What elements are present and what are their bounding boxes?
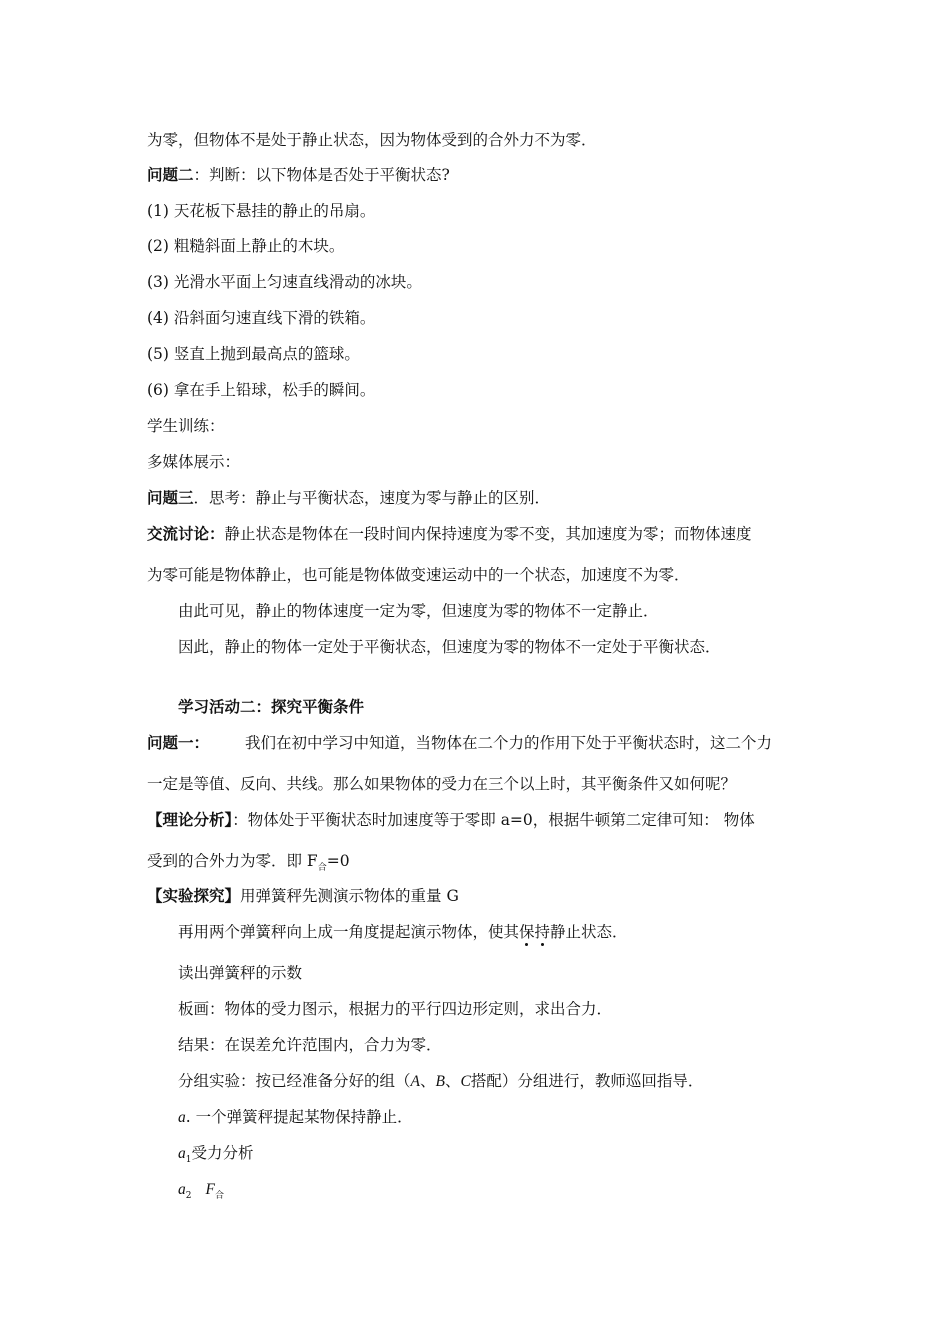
question-two: [147, 165, 450, 185]
text: 搭配）分组进行，教师巡回指导．: [470, 1072, 704, 1090]
subscript: 合: [317, 863, 327, 873]
question-label: 问题二: [147, 165, 194, 184]
text: 再用两个弹簧秤向上成一角度提起演示物体，使其: [178, 923, 520, 941]
list-item: (3) 光滑水平面上匀速直线滑动的冰块。: [147, 273, 422, 291]
subscript: 合: [214, 1191, 224, 1201]
question-text: ：判断：以下物体是否处于平衡状态?: [193, 166, 450, 184]
experiment-step: 读出弹簧秤的示数: [178, 964, 303, 982]
training-label: 学生训练：: [147, 417, 225, 435]
experiment-step: [178, 922, 628, 942]
subscript: 1: [185, 1155, 192, 1165]
section-heading: 学习活动二：探究平衡条件: [178, 697, 365, 716]
text: 为零，但物体不是处于静止状态，因为物体受到的合外力不为零．: [147, 131, 597, 149]
group-b: B: [435, 1073, 445, 1090]
question-text: 我们在初中学习中知道，当物体在二个力的作用下处于平衡状态时，这二个力: [245, 734, 773, 752]
question-label: 问题一：: [147, 733, 210, 752]
experiment: [147, 886, 459, 906]
list-item: (6) 拿在手上铅球，松手的瞬间。: [147, 381, 376, 399]
group-c: C: [460, 1073, 471, 1090]
emphasis-char: 持: [534, 923, 551, 941]
experiment-label: 【实验探究】: [147, 886, 241, 905]
question-label: 问题三: [147, 488, 194, 507]
experiment-step: [178, 1071, 703, 1092]
text: 受到的合外力为零．即 F: [147, 852, 318, 870]
media-label: 多媒体展示：: [147, 453, 241, 471]
step-label: a: [178, 1145, 186, 1162]
step-text: . 一个弹簧秤提起某物保持静止．: [185, 1108, 413, 1126]
step-text: 受力分析: [191, 1144, 254, 1162]
paragraph-line: [147, 130, 597, 150]
theory-label: 【理论分析】: [147, 810, 233, 829]
list-item: (1) 天花板下悬挂的静止的吊扇。: [147, 202, 376, 220]
discussion: [147, 524, 752, 544]
discussion-label: 交流讨论：: [147, 524, 225, 543]
conclusion-line: 因此，静止的物体一定处于平衡状态，但速度为零的物体不一定处于平衡状态．: [178, 638, 721, 656]
paragraph-line: 为零可能是物体静止，也可能是物体做变速运动中的一个状态，加速度不为零．: [147, 566, 690, 584]
question-one: [147, 733, 772, 753]
text: 分组实验：按已经准备分好的组（: [178, 1072, 411, 1090]
paragraph-line: [147, 851, 350, 874]
list-item: (5) 竖直上抛到最高点的篮球。: [147, 345, 360, 363]
paragraph-line: 一定是等值、反向、共线。那么如果物体的受力在三个以上时，其平衡条件又如何呢？: [147, 775, 737, 793]
separator: 、: [419, 1072, 436, 1090]
text: =0: [326, 852, 350, 870]
sub-step-a: [178, 1107, 413, 1128]
question-three: [147, 488, 550, 508]
list-item: (2) 粗糙斜面上静止的木块。: [147, 237, 345, 255]
emphasis-char: 保: [519, 923, 535, 941]
experiment-step: 结果：在误差允许范围内，合力为零．: [178, 1036, 442, 1054]
experiment-text: 用弹簧秤先测演示物体的重量 G: [240, 887, 459, 905]
step-label: a: [178, 1109, 186, 1126]
separator: 、: [444, 1072, 461, 1090]
theory-analysis: [147, 810, 755, 830]
subscript: 2: [185, 1191, 192, 1201]
sub-step-a1: [178, 1143, 254, 1166]
sub-step-a2: [178, 1179, 224, 1202]
list-item: (4) 沿斜面匀速直线下滑的铁箱。: [147, 309, 376, 327]
conclusion-line: 由此可见，静止的物体速度一定为零，但速度为零的物体不一定静止．: [178, 602, 659, 620]
discussion-text: 静止状态是物体在一段时间内保持速度为零不变，其加速度为零；而物体速度: [224, 525, 752, 543]
force-symbol: F: [205, 1181, 215, 1198]
theory-text: ：物体处于平衡状态时加速度等于零即 a=0，根据牛顿第二定律可知： 物体: [232, 811, 755, 829]
question-text: ．思考：静止与平衡状态，速度为零与静止的区别．: [193, 489, 551, 507]
experiment-step: 板画：物体的受力图示，根据力的平行四边形定则，求出合力．: [178, 1000, 613, 1018]
step-label: a: [178, 1181, 186, 1198]
text: 静止状态．: [550, 923, 628, 941]
group-a: A: [410, 1073, 420, 1090]
